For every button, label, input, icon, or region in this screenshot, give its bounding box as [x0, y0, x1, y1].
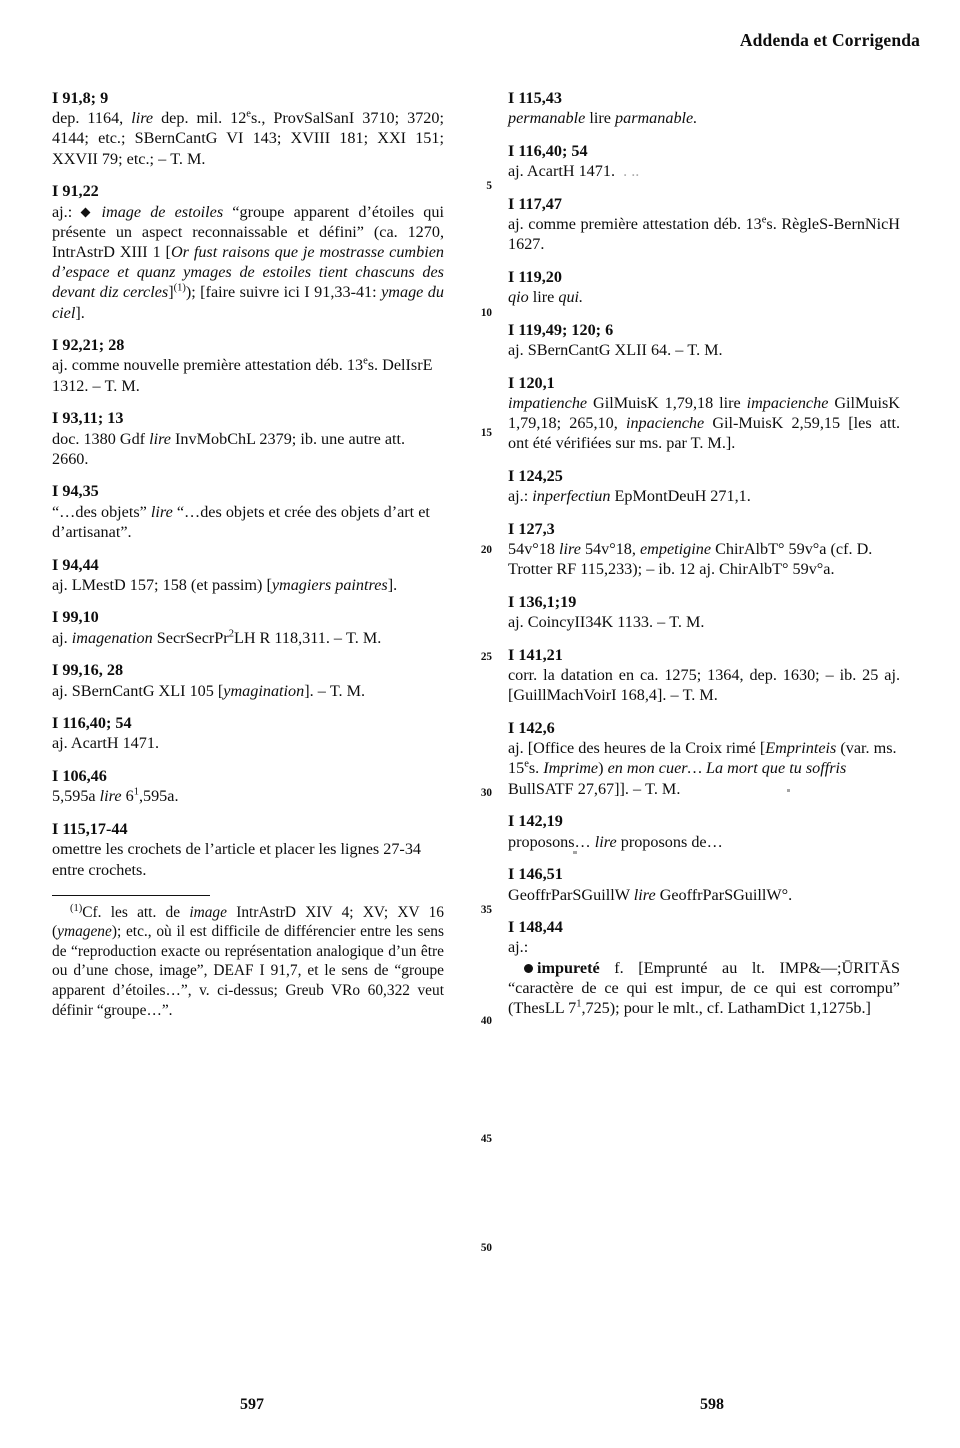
line-number: 35 — [480, 904, 492, 916]
footnote: $^{(1)}$Cf. les att. de image IntrAstrD XIV 4; XV; XV 16 (ymagene); etc., où il est difficile de différencier entre les sens de “reproduction exacte ou représentation analogique d’un être ou d’une chose, image”, DEAF I 91,7, et le sens de “groupe apparent d’étoiles…”, v. ci-dessus; Greub VRo 60,322 veut définir “groupe…”. — [52, 902, 445, 1019]
entry-body: 54v°18 lire 54v°18, empetigine ChirAlbT° 59v°a (cf. D. Trotter RF 115,233); – ib. 12 aj. ChirAlbT° 59v°a. — [508, 540, 873, 579]
entry-body: aj.: image de estoiles “groupe apparent d’étoiles qui présente un aspect reconnaissable et défini” (ca. 1270, IntrAstrD XIII 1 [Or fust raisons que je mostrasse cumbien d’espace et quanz ymages de estoiles tient chascuns des devant diz cercles]$^{(1)}$); [faire suivre ici I 91,33-41: ymage du ciel]. — [52, 202, 444, 322]
entry — [52, 481, 444, 542]
entry-lemma: I 91,22 — [52, 182, 99, 201]
entry — [508, 718, 900, 799]
entry-lemma: I 146,51 — [508, 865, 563, 884]
entry — [52, 660, 444, 700]
entry-body: corr. la datation en ca. 1275; 1364, dep. 1630; – ib. 25 aj. [GuillMachVoirI 168,4]. – T. M. — [508, 666, 900, 705]
entry-lemma: I 148,44 — [508, 918, 563, 937]
entry-body: aj.: inperfectiun EpMontDeuH 271,1. — [508, 487, 751, 506]
entry — [508, 645, 900, 706]
entry-lemma: I 99,10 — [52, 608, 99, 627]
entry-body: aj. AcartH 1471. . .. — [508, 162, 640, 181]
entry — [508, 519, 900, 580]
line-number: 30 — [480, 787, 492, 799]
entry — [508, 811, 900, 851]
entry-lemma: I 91,8; 9 — [52, 89, 109, 107]
entry-lemma: I 142,19 — [508, 812, 563, 831]
entry-lemma: I 119,49; 120; 6 — [508, 320, 614, 339]
line-number: 45 — [480, 1133, 492, 1145]
diamond-icon — [81, 207, 91, 217]
entry-body: omettre les crochets de l’article et placer les lignes 27-34 entre crochets. — [52, 840, 422, 879]
entry-lemma: I 106,46 — [52, 767, 107, 786]
entry — [508, 373, 900, 454]
line-number: 10 — [480, 307, 492, 319]
entry-lemma: I 94,35 — [52, 482, 99, 501]
entry-body: aj.: — [508, 938, 529, 957]
entry-lemma: I 127,3 — [508, 519, 555, 538]
footnote-marker: (1) — [70, 902, 83, 914]
sub-article-headword: impureté — [537, 958, 600, 977]
entry-body: GeoffrParSGuillW lire GeoffrParSGuillW°. — [508, 885, 793, 904]
scan-speck — [787, 789, 790, 792]
entry — [508, 320, 900, 360]
entry-body: impatienche GilMuisK 1,79,18 lire impacienche GilMuisK 1,79,18; 265,10, inpacienche Gil-MuisK 2,59,15 [les att. ont été vérifiées sur ms. par T. M.]. — [508, 393, 901, 453]
right-column — [508, 88, 900, 1018]
entry-lemma: I 94,44 — [52, 555, 99, 574]
entry — [508, 864, 900, 904]
entry — [52, 555, 444, 595]
entry — [52, 335, 444, 396]
entry-lemma: I 142,6 — [508, 719, 555, 738]
entry-lemma: I 120,1 — [508, 373, 555, 392]
entry-body: aj. AcartH 1471. — [52, 734, 159, 753]
entry — [508, 466, 900, 506]
entry-body: aj. CoincyII34K 1133. – T. M. — [508, 613, 705, 632]
entry-body: aj. LMestD 157; 158 (et passim) [ymagiers paintres]. — [52, 575, 398, 594]
folio-right: 598 — [700, 1396, 724, 1413]
folio-left: 597 — [240, 1396, 264, 1413]
entry — [52, 408, 444, 469]
entry — [52, 713, 444, 753]
entry-lemma: I 115,43 — [508, 89, 562, 107]
entry-lemma: I 124,25 — [508, 467, 563, 486]
entry-body: aj. imagenation SecrSecrPr$^2$LH R 118,311. – T. M. — [52, 628, 382, 647]
entry-lemma: I 115,17-44 — [52, 820, 128, 839]
entry-body: aj. comme nouvelle première attestation déb. 13es. DelIsrE 1312. – T. M. — [52, 356, 433, 395]
entry-body: aj. SBernCantG XLI 105 [ymagination]. – T. M. — [52, 681, 366, 700]
entry-lemma: I 136,1;19 — [508, 593, 577, 612]
entry — [52, 819, 444, 880]
entry — [52, 88, 444, 169]
sub-article: impureté f. [Emprunté au lt. IMP&—;ŪRITĀS “caractère de ce qui est impur, de ce qui est corrompu” (ThesLL $7^1,725$); pour le mlt., cf. LathamDict 1,1275b.] — [508, 958, 900, 1018]
footnote-rule — [52, 895, 210, 896]
entry-body: 5,595a lire $6^1,595a$. — [52, 787, 179, 806]
entry-body: qio lire qui. — [508, 288, 584, 307]
line-number: 15 — [480, 427, 492, 439]
entry-body: aj. [Office des heures de la Croix rimé [Emprinteis (var. ms. 15es. Imprime) en mon cuer… La mort que tu soffris BullSATF 27,67]]. – T. M. — [508, 739, 897, 798]
entry-lemma: I 116,40; 54 — [508, 141, 588, 160]
entry-body: doc. 1380 Gdf lire InvMobChL 2379; ib. une autre att. 2660. — [52, 429, 406, 468]
running-head: Addenda et Corrigenda — [739, 30, 920, 50]
line-number: 25 — [480, 651, 492, 663]
entry-lemma: I 119,20 — [508, 267, 562, 286]
entry — [52, 181, 444, 322]
entry-body: aj. SBernCantG XLII 64. – T. M. — [508, 341, 723, 360]
bullet-icon — [524, 964, 533, 973]
left-column — [52, 88, 444, 1020]
entry — [508, 194, 900, 255]
entry — [508, 917, 900, 1018]
entry-lemma: I 117,47 — [508, 194, 562, 213]
line-number: 40 — [480, 1015, 492, 1027]
entry-body: proposons… lire proposons de… — [508, 832, 723, 851]
line-number: 5 — [486, 180, 492, 192]
entry-lemma: I 99,16, 28 — [52, 661, 124, 680]
entry — [508, 267, 900, 307]
entry-body: permanable lire parmanable. — [508, 109, 698, 128]
entry-lemma: I 116,40; 54 — [52, 714, 132, 733]
entry-body: “…des objets” lire “…des objets et crée des objets d’art et d’artisanat”. — [52, 502, 430, 541]
entry-lemma: I 92,21; 28 — [52, 336, 125, 355]
entry-lemma: I 93,11; 13 — [52, 409, 124, 428]
entry — [52, 766, 444, 806]
entry — [508, 88, 900, 128]
line-number: 50 — [480, 1242, 492, 1254]
scan-speck — [573, 851, 577, 854]
entry — [508, 592, 900, 632]
line-number: 20 — [480, 544, 492, 556]
entry-body: aj. comme première attestation déb. 13es. RègleS-BernNicH 1627. — [508, 214, 900, 254]
entry-lemma: I 141,21 — [508, 645, 563, 664]
entry — [52, 607, 444, 647]
entry-body: dep. 1164, lire dep. mil. 12es., ProvSalSanI 3710; 3720; 4144; etc.; SBernCantG VI 143; XVIII 181; XXI 151; XXVII 79; etc.; – T. M. — [52, 108, 444, 168]
entry — [508, 141, 900, 181]
